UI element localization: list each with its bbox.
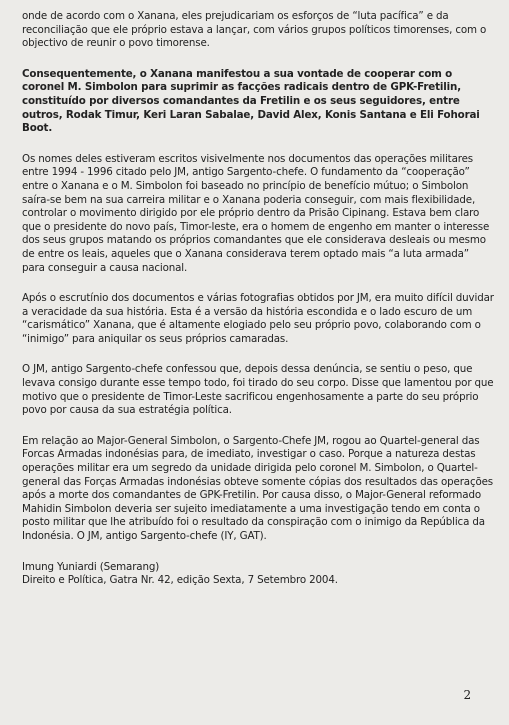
text-column bbox=[22, 10, 494, 588]
paragraph-3: Os nomes deles estiveram escritos visivelmente nos documentos das operações militares entre 1994 - 1996 citado pelo JM, antigo Sargento-chefe. O fundamento da “cooperação” entre o Xanana e o M. Simbolon foi baseado no princípio de benefício mútuo; o Simbolon saíra-se bem na sua carreira militar e o Xanana poderia conseguir, com mais flexibilidade, controlar o movimento dirigido por ele próprio dentro da Prisão Cipinang. Estava bem claro que o presidente do novo país, Timor-leste, era o homem de engenho em manter o interesse dos seus grupos matando os próprios comandantes que ele considerava desleais ou mesmo de entre os leais, aqueles que o Xanana considerava terem optado mais “a luta armada” para conseguir a causa nacional. bbox=[22, 152, 490, 274]
paragraph-2: Consequentemente, o Xanana manifestou a sua vontade de cooperar com o coronel M. Simbolon para suprimir as facções radicais dentro de GPK-Fretilin, constituído por diversos comandantes da Fretilin e os seus seguidores, entre outros, Rodak Timur, Keri Laran Sabalae, David Alex, Konis Santana e Eli Fohorai Boot. bbox=[22, 67, 480, 135]
page-number: 2 bbox=[463, 688, 471, 703]
paragraph-1: onde de acordo com o Xanana, eles prejudicariam os esforços de “luta pacífica” e da reconciliação que ele próprio estava a lançar, com vários grupos políticos timorenses, com o objectivo de reunir o povo timorense. bbox=[22, 10, 487, 50]
paragraph-5: O JM, antigo Sargento-chefe confessou que, depois dessa denúncia, se sentiu o peso, que levava consigo durante esse tempo todo, foi tirado do seu corpo. Disse que lamentou por que motivo que o presidente de Timor-Leste sacrificou engenhosamente a parte do seu próprio povo por causa da sua estratégia política. bbox=[22, 363, 494, 417]
paragraph-4: Após o escrutínio dos documentos e várias fotografias obtidos por JM, era muito difícil duvidar a veracidade da sua história. Esta é a versão da história escondida e o lado escuro de um “carismático” Xanana, que é altamente elogiado pelo seu próprio povo, colaborando com o “inimigo” para aniquilar os seus próprios camaradas. bbox=[22, 292, 494, 345]
signature-author: Imung Yuniardi (Semarang) bbox=[22, 560, 160, 573]
signature-source: Direito e Política, Gatra Nr. 42, edição Sexta, 7 Setembro 2004. bbox=[22, 574, 338, 587]
paragraph-6: Em relação ao Major-General Simbolon, o Sargento-Chefe JM, rogou ao Quartel-general das Forcas Armadas indonésias para, de imediato, investigar o caso. Porque a natureza destas operações militar era um segredo da unidade dirigida pelo coronel M. Simbolon, o Quartel-general das Forças Armadas indonésias obteve somente cópias dos resultados das operações após a morte dos comandantes de GPK-Fretilin. Por causa disso, o Major-General reformado Mahidin Simbolon deveria ser sujeito imediatamente a uma investigação tendo em conta o posto militar que lhe atribuído foi o resultado da conspiração com o inimigo da República da Indonésia. O JM, antigo Sargento-chefe (IY, GAT). bbox=[22, 434, 494, 542]
